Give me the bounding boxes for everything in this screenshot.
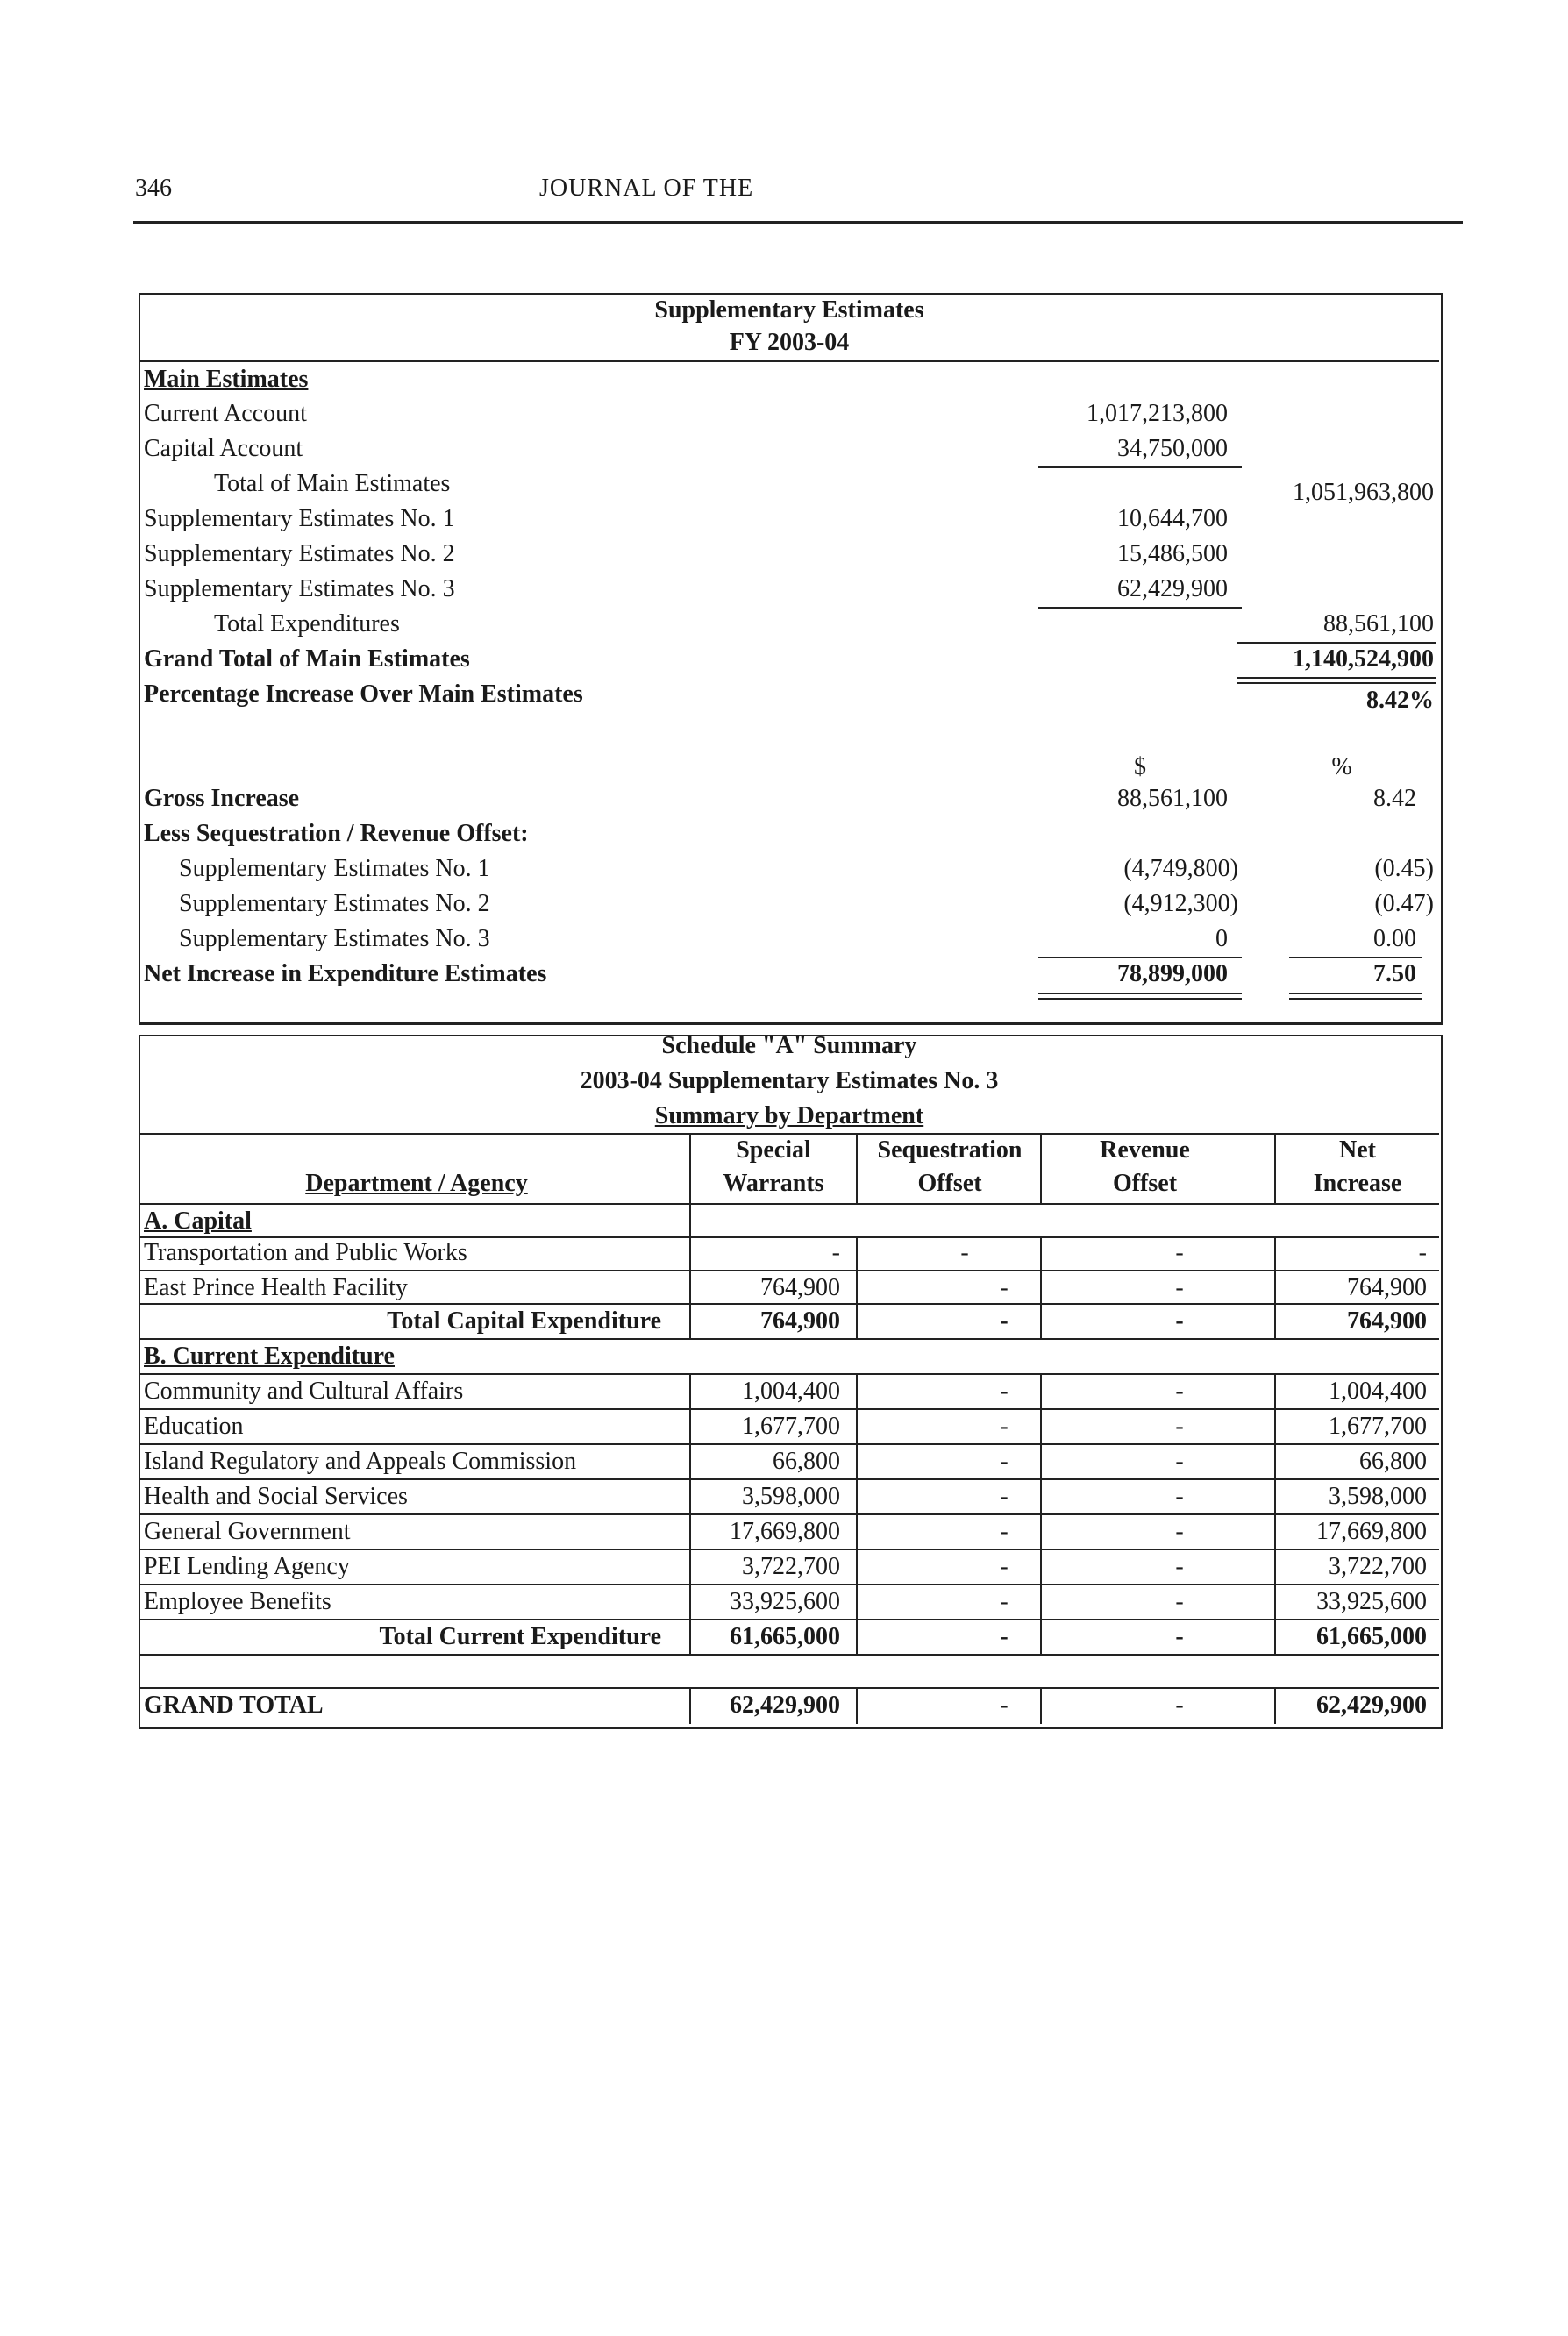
row-amount: 15,486,500 [1117,540,1228,567]
dept-name: Transportation and Public Works [144,1239,467,1266]
grand-total-special-warrants: 62,429,900 [730,1691,840,1719]
header-increase: Increase [1313,1170,1402,1197]
row-total: 1,051,963,800 [1293,479,1434,506]
column-rule [1040,1373,1042,1654]
journal-title: JOURNAL OF THE [539,174,754,202]
row-label: Supplementary Estimates No. 1 [144,505,455,532]
supplementary-subtitle: FY 2003-04 [729,329,850,356]
cell-special-warrants: 1,677,700 [742,1413,840,1440]
gross-increase-amount: 88,561,100 [1117,785,1228,812]
schedule-summary-title: Summary by Department [654,1102,924,1129]
double-rule [1038,998,1242,1000]
column-rule [689,1373,691,1654]
less-sequestration-label: Less Sequestration / Revenue Offset: [144,820,529,847]
offset-amount: 0 [1215,925,1228,952]
cell-sequestration: - [1000,1378,1009,1405]
dept-name: Community and Cultural Affairs [144,1378,464,1405]
col-percent-header: % [1331,753,1352,780]
cell-sequestration: - [1000,1588,1009,1615]
total-rule [1237,642,1436,644]
cell-revenue: - [1175,1274,1184,1301]
dept-name: Island Regulatory and Appeals Commission [144,1448,577,1475]
double-rule [1289,993,1422,994]
column-rule [689,1687,691,1724]
row-rule [140,1443,1439,1445]
offset-label: Supplementary Estimates No. 3 [179,925,490,952]
capital-total-special-warrants: 764,900 [760,1307,840,1335]
cell-special-warrants: 17,669,800 [730,1518,840,1545]
supplementary-title: Supplementary Estimates [654,296,924,324]
main-estimates-heading: Main Estimates [144,366,309,393]
cell-special-warrants: 33,925,600 [730,1588,840,1615]
row-rule [140,1303,1439,1305]
header-warrants: Warrants [723,1170,824,1197]
dept-name: Health and Social Services [144,1483,408,1510]
section-b-heading: B. Current Expenditure [144,1342,395,1370]
current-total-label: Total Current Expenditure [379,1623,661,1650]
section-a-heading: A. Capital [144,1207,252,1235]
cell-sequestration: - [1000,1413,1009,1440]
cell-net-increase: - [1418,1239,1427,1266]
offset-amount: (4,749,800) [1123,855,1238,882]
row-rule [140,1478,1439,1480]
column-rule [1274,1236,1276,1339]
cell-net-increase: 1,004,400 [1329,1378,1427,1405]
grand-total-value: 1,140,524,900 [1293,645,1434,673]
offset-pct: (0.47) [1374,890,1434,917]
current-total-revenue: - [1175,1623,1184,1650]
dept-name: East Prince Health Facility [144,1274,408,1301]
column-rule [1040,1687,1042,1724]
double-rule [1237,682,1436,684]
subtotal-rule [1038,466,1242,468]
cell-net-increase: 3,722,700 [1329,1553,1427,1580]
row-amount: 1,017,213,800 [1087,400,1228,427]
column-rule [1274,1135,1276,1203]
column-rule [689,1135,691,1236]
net-increase-label: Net Increase in Expenditure Estimates [144,960,547,987]
percentage-value: 8.42% [1366,687,1434,714]
row-label: Supplementary Estimates No. 2 [144,540,455,567]
cell-sequestration: - [1000,1518,1009,1545]
dept-name: Employee Benefits [144,1588,331,1615]
grand-total-revenue: - [1175,1691,1184,1719]
cell-net-increase: 1,677,700 [1329,1413,1427,1440]
row-label: Supplementary Estimates No. 3 [144,575,455,602]
cell-revenue: - [1175,1553,1184,1580]
row-rule [140,1338,1439,1340]
net-increase-pct: 7.50 [1373,960,1416,987]
schedule-subtitle: 2003-04 Supplementary Estimates No. 3 [580,1067,999,1094]
cell-special-warrants: 1,004,400 [742,1378,840,1405]
net-increase-amount: 78,899,000 [1117,960,1228,987]
column-rule [856,1236,858,1339]
header-rev-offset: Offset [1112,1170,1178,1197]
current-total-net-increase: 61,665,000 [1316,1623,1427,1650]
double-rule [1237,677,1436,679]
cell-revenue: - [1175,1518,1184,1545]
row-label: Current Account [144,400,307,427]
cell-net-increase: 17,669,800 [1316,1518,1427,1545]
grand-total-row-label: GRAND TOTAL [144,1691,324,1719]
cell-sequestration: - [1000,1448,1009,1475]
current-total-special-warrants: 61,665,000 [730,1623,840,1650]
row-rule [140,1270,1439,1271]
current-total-sequestration: - [1000,1623,1009,1650]
capital-total-net-increase: 764,900 [1347,1307,1427,1335]
cell-net-increase: 3,598,000 [1329,1483,1427,1510]
row-label: Total Expenditures [214,610,400,637]
row-rule [140,1408,1439,1410]
column-rule [1274,1373,1276,1654]
row-rule [140,1654,1439,1656]
offset-label: Supplementary Estimates No. 1 [179,855,490,882]
header-bottom-rule [140,1203,1439,1205]
cell-net-increase: 66,800 [1359,1448,1427,1475]
subtotal-rule [1038,957,1242,958]
row-rule [140,1513,1439,1515]
column-rule [689,1236,691,1339]
column-rule [856,1135,858,1203]
grand-total-sequestration: - [1000,1691,1009,1719]
page-number: 346 [135,174,172,202]
row-total: 88,561,100 [1323,610,1434,637]
subtotal-rule [1289,957,1422,958]
header-seq-offset: Offset [917,1170,982,1197]
row-rule [140,1584,1439,1585]
gross-increase-label: Gross Increase [144,785,300,812]
column-rule [1274,1687,1276,1724]
double-rule [1289,998,1422,1000]
dept-name: General Government [144,1518,351,1545]
cell-special-warrants: 764,900 [760,1274,840,1301]
cell-sequestration: - [1000,1483,1009,1510]
cell-sequestration: - [960,1239,969,1266]
cell-net-increase: 33,925,600 [1316,1588,1427,1615]
header-department: Department / Agency [305,1170,528,1197]
cell-revenue: - [1175,1378,1184,1405]
offset-pct: (0.45) [1374,855,1434,882]
dept-name: PEI Lending Agency [144,1553,350,1580]
capital-total-revenue: - [1175,1307,1184,1335]
header-sequestration: Sequestration [877,1136,1023,1164]
column-rule [856,1687,858,1724]
cell-revenue: - [1175,1483,1184,1510]
double-rule [1038,993,1242,994]
cell-revenue: - [1175,1413,1184,1440]
cell-revenue: - [1175,1448,1184,1475]
row-amount: 62,429,900 [1117,575,1228,602]
cell-special-warrants: 66,800 [773,1448,840,1475]
cell-special-warrants: - [831,1239,840,1266]
header-net: Net [1339,1136,1376,1164]
cell-sequestration: - [1000,1274,1009,1301]
dept-name: Education [144,1413,244,1440]
column-rule [1040,1135,1042,1203]
header-rule [133,221,1463,224]
header-revenue: Revenue [1100,1136,1190,1164]
schedule-title: Schedule "A" Summary [661,1032,917,1059]
offset-pct: 0.00 [1373,925,1416,952]
row-rule [140,1687,1439,1689]
header-special: Special [736,1136,811,1164]
title-rule [140,360,1439,362]
capital-total-label: Total Capital Expenditure [387,1307,661,1335]
percentage-label: Percentage Increase Over Main Estimates [144,680,583,708]
grand-total-net-increase: 62,429,900 [1316,1691,1427,1719]
cell-net-increase: 764,900 [1347,1274,1427,1301]
grand-total-label: Grand Total of Main Estimates [144,645,470,673]
row-rule [140,1373,1439,1375]
subtotal-rule [1038,607,1242,609]
offset-amount: (4,912,300) [1123,890,1238,917]
row-amount: 34,750,000 [1117,435,1228,462]
cell-revenue: - [1175,1239,1184,1266]
col-dollar-header: $ [1134,753,1146,780]
cell-special-warrants: 3,598,000 [742,1483,840,1510]
capital-total-sequestration: - [1000,1307,1009,1335]
row-label: Capital Account [144,435,303,462]
cell-special-warrants: 3,722,700 [742,1553,840,1580]
cell-revenue: - [1175,1588,1184,1615]
schedule-header-rule [140,1133,1439,1135]
offset-label: Supplementary Estimates No. 2 [179,890,490,917]
cell-sequestration: - [1000,1553,1009,1580]
row-label: Total of Main Estimates [214,470,451,497]
column-rule [856,1373,858,1654]
row-rule [140,1619,1439,1620]
row-rule [140,1549,1439,1550]
row-amount: 10,644,700 [1117,505,1228,532]
gross-increase-pct: 8.42 [1373,785,1416,812]
column-rule [1040,1236,1042,1339]
